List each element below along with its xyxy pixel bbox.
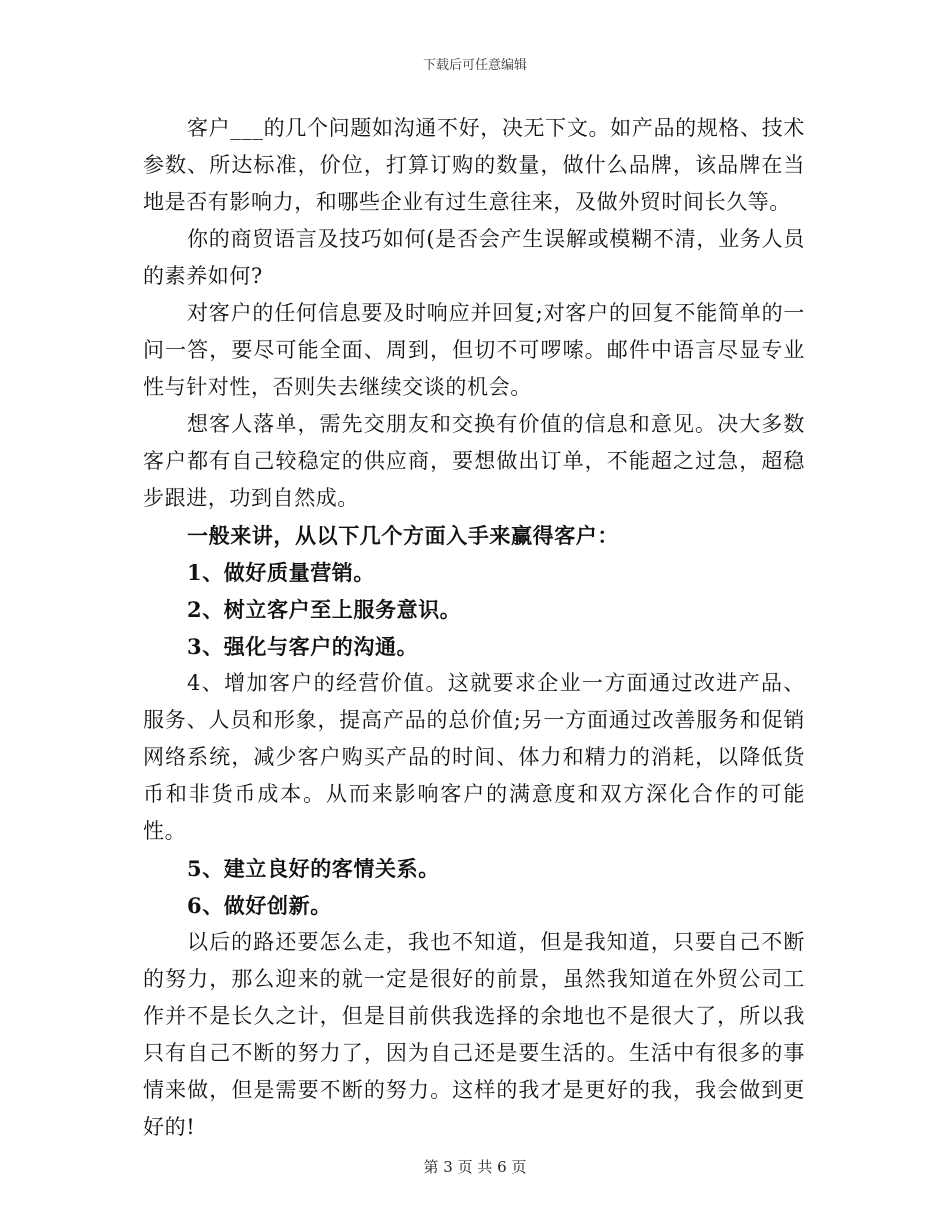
section-heading: 一般来讲，从以下几个方面入手来赢得客户： bbox=[187, 523, 619, 548]
list-item: 4、增加客户的经营价值。这就要求企业一方面通过改进产品、服务、人员和形象，提高产品的总价值;另一方面通过改善服务和促销网络系统，减少客户购买产品的时间、体力和精力的消耗，以降低货币和非货币成本。从而来影响客户的满意度和双方深化合作的可能性。 bbox=[143, 671, 805, 843]
list-item: 5、建立良好的客情关系。 bbox=[187, 856, 440, 881]
paragraph: 想客人落单，需先交朋友和交换有价值的信息和意见。决大多数客户都有自己较稳定的供应商，要想做出订单，不能超之过急，超稳步跟进，功到自然成。 bbox=[143, 412, 805, 510]
list-item: 6、做好创新。 bbox=[187, 893, 332, 918]
list-item: 3、强化与客户的沟通。 bbox=[187, 634, 419, 659]
paragraph: 你的商贸语言及技巧如何(是否会产生误解或模糊不清，业务人员的素养如何? bbox=[143, 227, 805, 288]
paragraph: 对客户的任何信息要及时响应并回复;对客户的回复不能简单的一问一答，要尽可能全面、周到，但切不可啰嗦。邮件中语言尽显专业性与针对性，否则失去继续交谈的机会。 bbox=[143, 301, 805, 399]
document-body bbox=[143, 110, 805, 1146]
page-footer: 第 3 页 共 6 页 bbox=[423, 1158, 527, 1176]
paragraph: 客户___的几个问题如沟通不好，决无下文。如产品的规格、技术参数、所达标准，价位，打算订购的数量，做什么品牌，该品牌在当地是否有影响力，和哪些企业有过生意往来，及做外贸时间长久等。 bbox=[143, 116, 805, 214]
list-item: 2、树立客户至上服务意识。 bbox=[187, 597, 462, 622]
page-header: 下载后可任意编辑 bbox=[422, 58, 527, 73]
paragraph: 以后的路还要怎么走，我也不知道，但是我知道，只要自己不断的努力，那么迎来的就一定是很好的前景，虽然我知道在外贸公司工作并不是长久之计，但是目前供我选择的余地也不是很大了，所以我只有自己不断的努力了，因为自己还是要生活的。生活中有很多的事情来做，但是需要不断的努力。这样的我才是更好的我，我会做到更好的! bbox=[143, 930, 805, 1139]
list-item: 1、做好质量营销。 bbox=[187, 560, 376, 585]
